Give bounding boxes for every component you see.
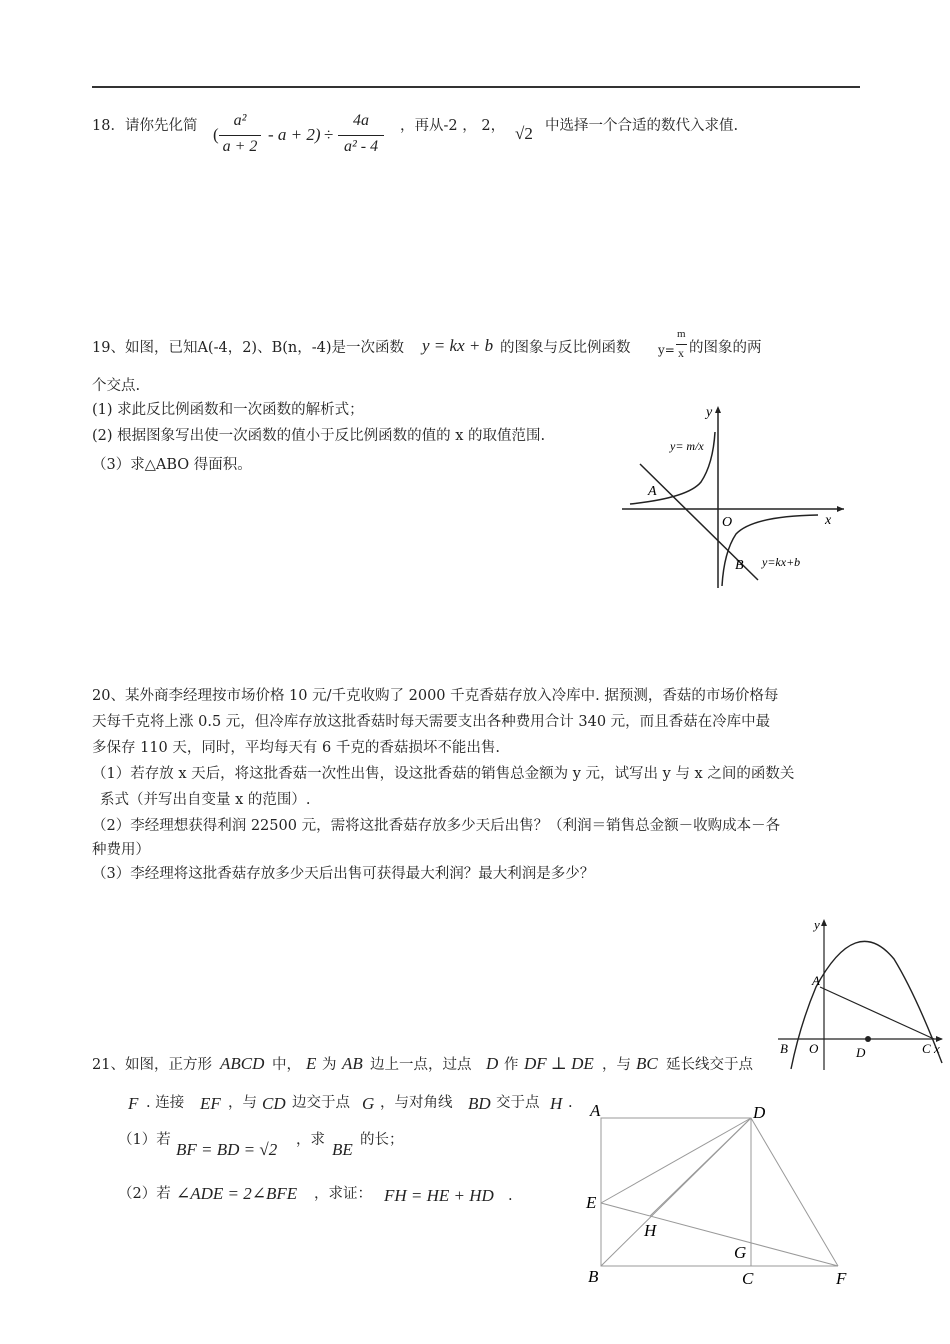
q19-graph bbox=[618, 402, 848, 592]
q18-mid: ，再从-2 ， 2， bbox=[400, 118, 506, 134]
q19-line-label: y=kx+b bbox=[762, 555, 801, 569]
q20-line6: （2）李经理想获得利润 22500 元，需将这批香菇存放多少天后出售？（利润＝销售总金额－收购成本－各 bbox=[92, 818, 781, 834]
parabola-point-a: A bbox=[812, 973, 820, 988]
q21-p2eq2: FH = HE + HD bbox=[384, 1186, 494, 1205]
parabola-figure bbox=[776, 915, 946, 1075]
q21-f: F bbox=[128, 1094, 139, 1113]
q21-l1d: 边上一点，过点 bbox=[370, 1057, 472, 1073]
parabola-x-label: x bbox=[934, 1041, 940, 1056]
fig-label-d: D bbox=[753, 1103, 766, 1122]
q21-bc: BC bbox=[636, 1054, 658, 1073]
q19-line1a: 19、如图，已知A(-4，2)、B(n，-4)是一次函数 bbox=[92, 340, 405, 356]
q21-l2c: 边交于点 bbox=[292, 1095, 350, 1111]
q21-cd: CD bbox=[262, 1094, 286, 1113]
q20-line8: （3）李经理将这批香菇存放多少天后出售可获得最大利润？最大利润是多少？ bbox=[92, 866, 595, 882]
q21-l1a: 21、如图，正方形 bbox=[92, 1057, 212, 1073]
q18-frac2-bar bbox=[338, 135, 384, 136]
q21-be: BE bbox=[332, 1140, 353, 1159]
q21-p1b: ，求 bbox=[296, 1132, 325, 1148]
q19-line1b: 的图象与反比例函数 bbox=[500, 340, 631, 356]
q19-eq2-left: y= bbox=[658, 343, 675, 357]
q19-eq2-den: x bbox=[678, 346, 684, 360]
q21-ef: EF bbox=[200, 1094, 221, 1113]
q21-l1b: 中， bbox=[272, 1057, 301, 1073]
fig-label-g: G bbox=[734, 1243, 747, 1262]
q21-figure bbox=[580, 1098, 860, 1290]
q21-h: H bbox=[550, 1094, 563, 1113]
q21-l1g: 延长线交于点 bbox=[666, 1057, 753, 1073]
q19-part3: （3）求△ABO 得面积。 bbox=[92, 457, 252, 473]
q19-origin-label: O bbox=[722, 515, 733, 530]
q21-p1eq: BF = BD = √2 bbox=[176, 1140, 278, 1159]
parabola-origin: O bbox=[809, 1041, 819, 1056]
q19-point-a: A bbox=[648, 484, 657, 499]
parabola-point-c: C bbox=[922, 1041, 931, 1056]
fig-label-c: C bbox=[742, 1269, 754, 1288]
q21-l1e: 作 bbox=[504, 1057, 519, 1073]
q19-part2: (2) 根据图象写出使一次函数的值小于反比例函数的值的 x 的取值范围. bbox=[92, 428, 546, 444]
q21-l2f: . bbox=[568, 1095, 573, 1111]
q21-abcd: ABCD bbox=[220, 1054, 265, 1073]
fig-label-a: A bbox=[590, 1101, 601, 1120]
q19-eq2-bar bbox=[676, 344, 687, 345]
q21-p2c: . bbox=[508, 1188, 513, 1204]
q21-p2b: ，求证： bbox=[314, 1186, 372, 1202]
q21-d: D bbox=[486, 1054, 499, 1073]
q21-p2a: （2）若 bbox=[118, 1186, 171, 1202]
q21-p2eq: ∠ADE = 2∠BFE bbox=[176, 1184, 298, 1203]
q19-curve-label: y= m/x bbox=[670, 439, 704, 453]
segment-df bbox=[751, 1118, 838, 1266]
q18-frac1-den: a + 2 bbox=[222, 138, 258, 155]
fig-label-h: H bbox=[644, 1221, 657, 1240]
q21-p1a: （1）若 bbox=[118, 1132, 171, 1148]
q18-minus: - a + 2) bbox=[268, 125, 321, 144]
fig-label-e: E bbox=[586, 1193, 597, 1212]
q19-y-label: y bbox=[706, 405, 713, 420]
q20-line7: 种费用） bbox=[92, 842, 150, 858]
q20-line4: （1）若存放 x 天后，将这批香菇一次性出售，设这批香菇的销售总金额为 y 元，试写出 y 与 x 之间的函数关 bbox=[92, 766, 795, 782]
q19-line1c: 的图象的两 bbox=[689, 340, 762, 356]
q19-hyperbola-lower bbox=[722, 515, 818, 586]
parabola-point-d: D bbox=[856, 1045, 866, 1060]
segment-ef bbox=[601, 1203, 838, 1266]
q18-frac1-num: a² bbox=[233, 112, 247, 129]
q21-l1c: 为 bbox=[322, 1057, 337, 1073]
q21-ab: AB bbox=[342, 1054, 363, 1073]
q18-sqrt: √2 bbox=[515, 124, 533, 143]
q18-frac1-bar bbox=[219, 135, 261, 136]
q19-eq1: y = kx + b bbox=[422, 336, 494, 355]
parabola-y-label: y bbox=[814, 917, 820, 932]
q21-perp: DF ⊥ DE bbox=[524, 1054, 594, 1073]
fig-label-f: F bbox=[836, 1269, 847, 1288]
q21-bd: BD bbox=[468, 1094, 491, 1113]
q19-part1: (1) 求此反比例函数和一次函数的解析式； bbox=[92, 402, 364, 418]
q20-line2: 天每千克将上涨 0.5 元，但冷库存放这批香菇时每天需要支出各种费用合计 340 元，而且香菇在冷库中最 bbox=[92, 714, 771, 730]
q19-eq2-num: m bbox=[677, 328, 686, 340]
q21-p1c: 的长； bbox=[360, 1132, 404, 1148]
q20-line3: 多保存 110 天，同时，平均每天有 6 千克的香菇损坏不能出售. bbox=[92, 740, 500, 756]
q18-frac2-num: 4a bbox=[353, 112, 369, 129]
q21-l2a: . 连接 bbox=[146, 1095, 185, 1111]
q18-tail: 中选择一个合适的数代入求值. bbox=[545, 118, 739, 134]
q21-l2e: 交于点 bbox=[496, 1095, 540, 1111]
q18-number: 18．请你先化简 bbox=[92, 118, 198, 134]
q18-div: ÷ bbox=[324, 125, 334, 144]
q21-l1f: ，与 bbox=[602, 1057, 631, 1073]
point-d-dot bbox=[865, 1036, 871, 1042]
top-rule bbox=[92, 86, 860, 88]
segment-ac bbox=[820, 987, 934, 1039]
q21-g: G bbox=[362, 1094, 375, 1113]
parabola-point-b: B bbox=[780, 1041, 788, 1056]
q19-point-b: B bbox=[735, 558, 744, 573]
q21-l2b: ，与 bbox=[228, 1095, 257, 1111]
q18-paren: ( bbox=[213, 125, 219, 144]
fig-label-b: B bbox=[588, 1267, 599, 1286]
q18-frac2-den: a² - 4 bbox=[343, 138, 379, 155]
q21-e: E bbox=[306, 1054, 317, 1073]
q19-x-label: x bbox=[825, 513, 832, 528]
q20-line5: 系式（并写出自变量 x 的范围）. bbox=[100, 792, 311, 808]
q19-line2: 个交点. bbox=[92, 378, 141, 394]
q20-line1: 20、某外商李经理按市场价格 10 元/千克收购了 2000 千克香菇存放入冷库中. 据预测，香菇的市场价格每 bbox=[92, 688, 779, 704]
q21-l2d: ，与对角线 bbox=[380, 1095, 453, 1111]
